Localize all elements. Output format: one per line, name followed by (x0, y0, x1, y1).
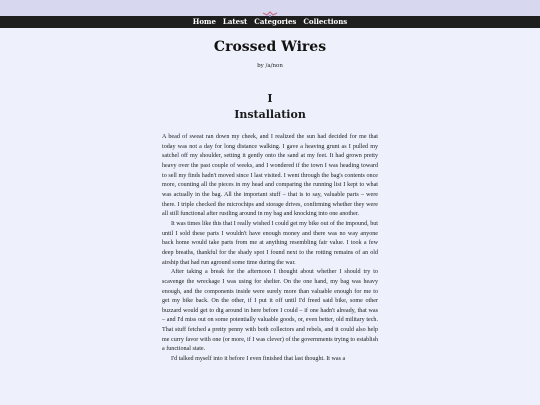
nav-home-link[interactable]: Home (192, 17, 216, 26)
chapter-content (162, 122, 378, 365)
story-title: Crossed Wires (213, 39, 327, 55)
chapter-title: Installation (234, 108, 306, 121)
nav-categories-link[interactable]: Categories (254, 17, 297, 26)
chapter-number: I (267, 92, 273, 105)
nav-collections-link[interactable]: Collections (303, 17, 348, 26)
top-banner (0, 0, 540, 16)
story-paragraph: It was times like this that I really wished I could get my bike out of the impound, but until I sold these parts I wouldn't have enough money and there was no way anyone back home would take parts from me at anything resembling fair value. I took a few deep breaths, thankful for the shady spot I found next to the rotting remains of an old airship that had run aground some time during the war. (162, 220, 378, 266)
story-paragraph: A bead of sweat ran down my cheek, and I realized the sun had decided for me that today was not a day for long distance walking. I gave a heaving grunt as I pulled my satchel off my shoulder, setting it gently onto the sand at my feet. It had grown pretty heavy over the past couple of weeks, and I wondered if the town I was heading toward to sell my finds hadn't moved since I last visited. I went through the bag's contents once more, counting all the pieces in my head and comparing the running list I kept to what was actually in the bag. All the important stuff – that is to say, valuable parts – were there. I triple checked the microchips and storage drives, confirming whether they were all still functional after rustling around in my bag and knocking into one another. (162, 134, 378, 218)
story-byline: by /a/non (257, 63, 283, 69)
site-logo-icon[interactable] (262, 3, 278, 11)
nav-latest-link[interactable]: Latest (222, 17, 248, 26)
story-paragraph: After taking a break for the afternoon I thought about whether I should try to scavenge the wreckage I was using for shelter. On the one hand, my bag was heavy enough, and the components inside were surely more than valuable enough for me to get my bike back. On the other, if I put it off until I'd freed said bike, some other buzzard would get to dig around in here before I could – if one hadn't already, that was – and I'd miss out on some potentially valuable goods, or, even better, old military tech. That stuff fetched a pretty penny with both collectors and rebels, and it could also help me curry favor with one (or more, if I was clever) of the governments trying to establish a functional state. (162, 269, 378, 353)
story-paragraph: I'd talked myself into it before I even finished that last thought. It was a (171, 356, 346, 363)
